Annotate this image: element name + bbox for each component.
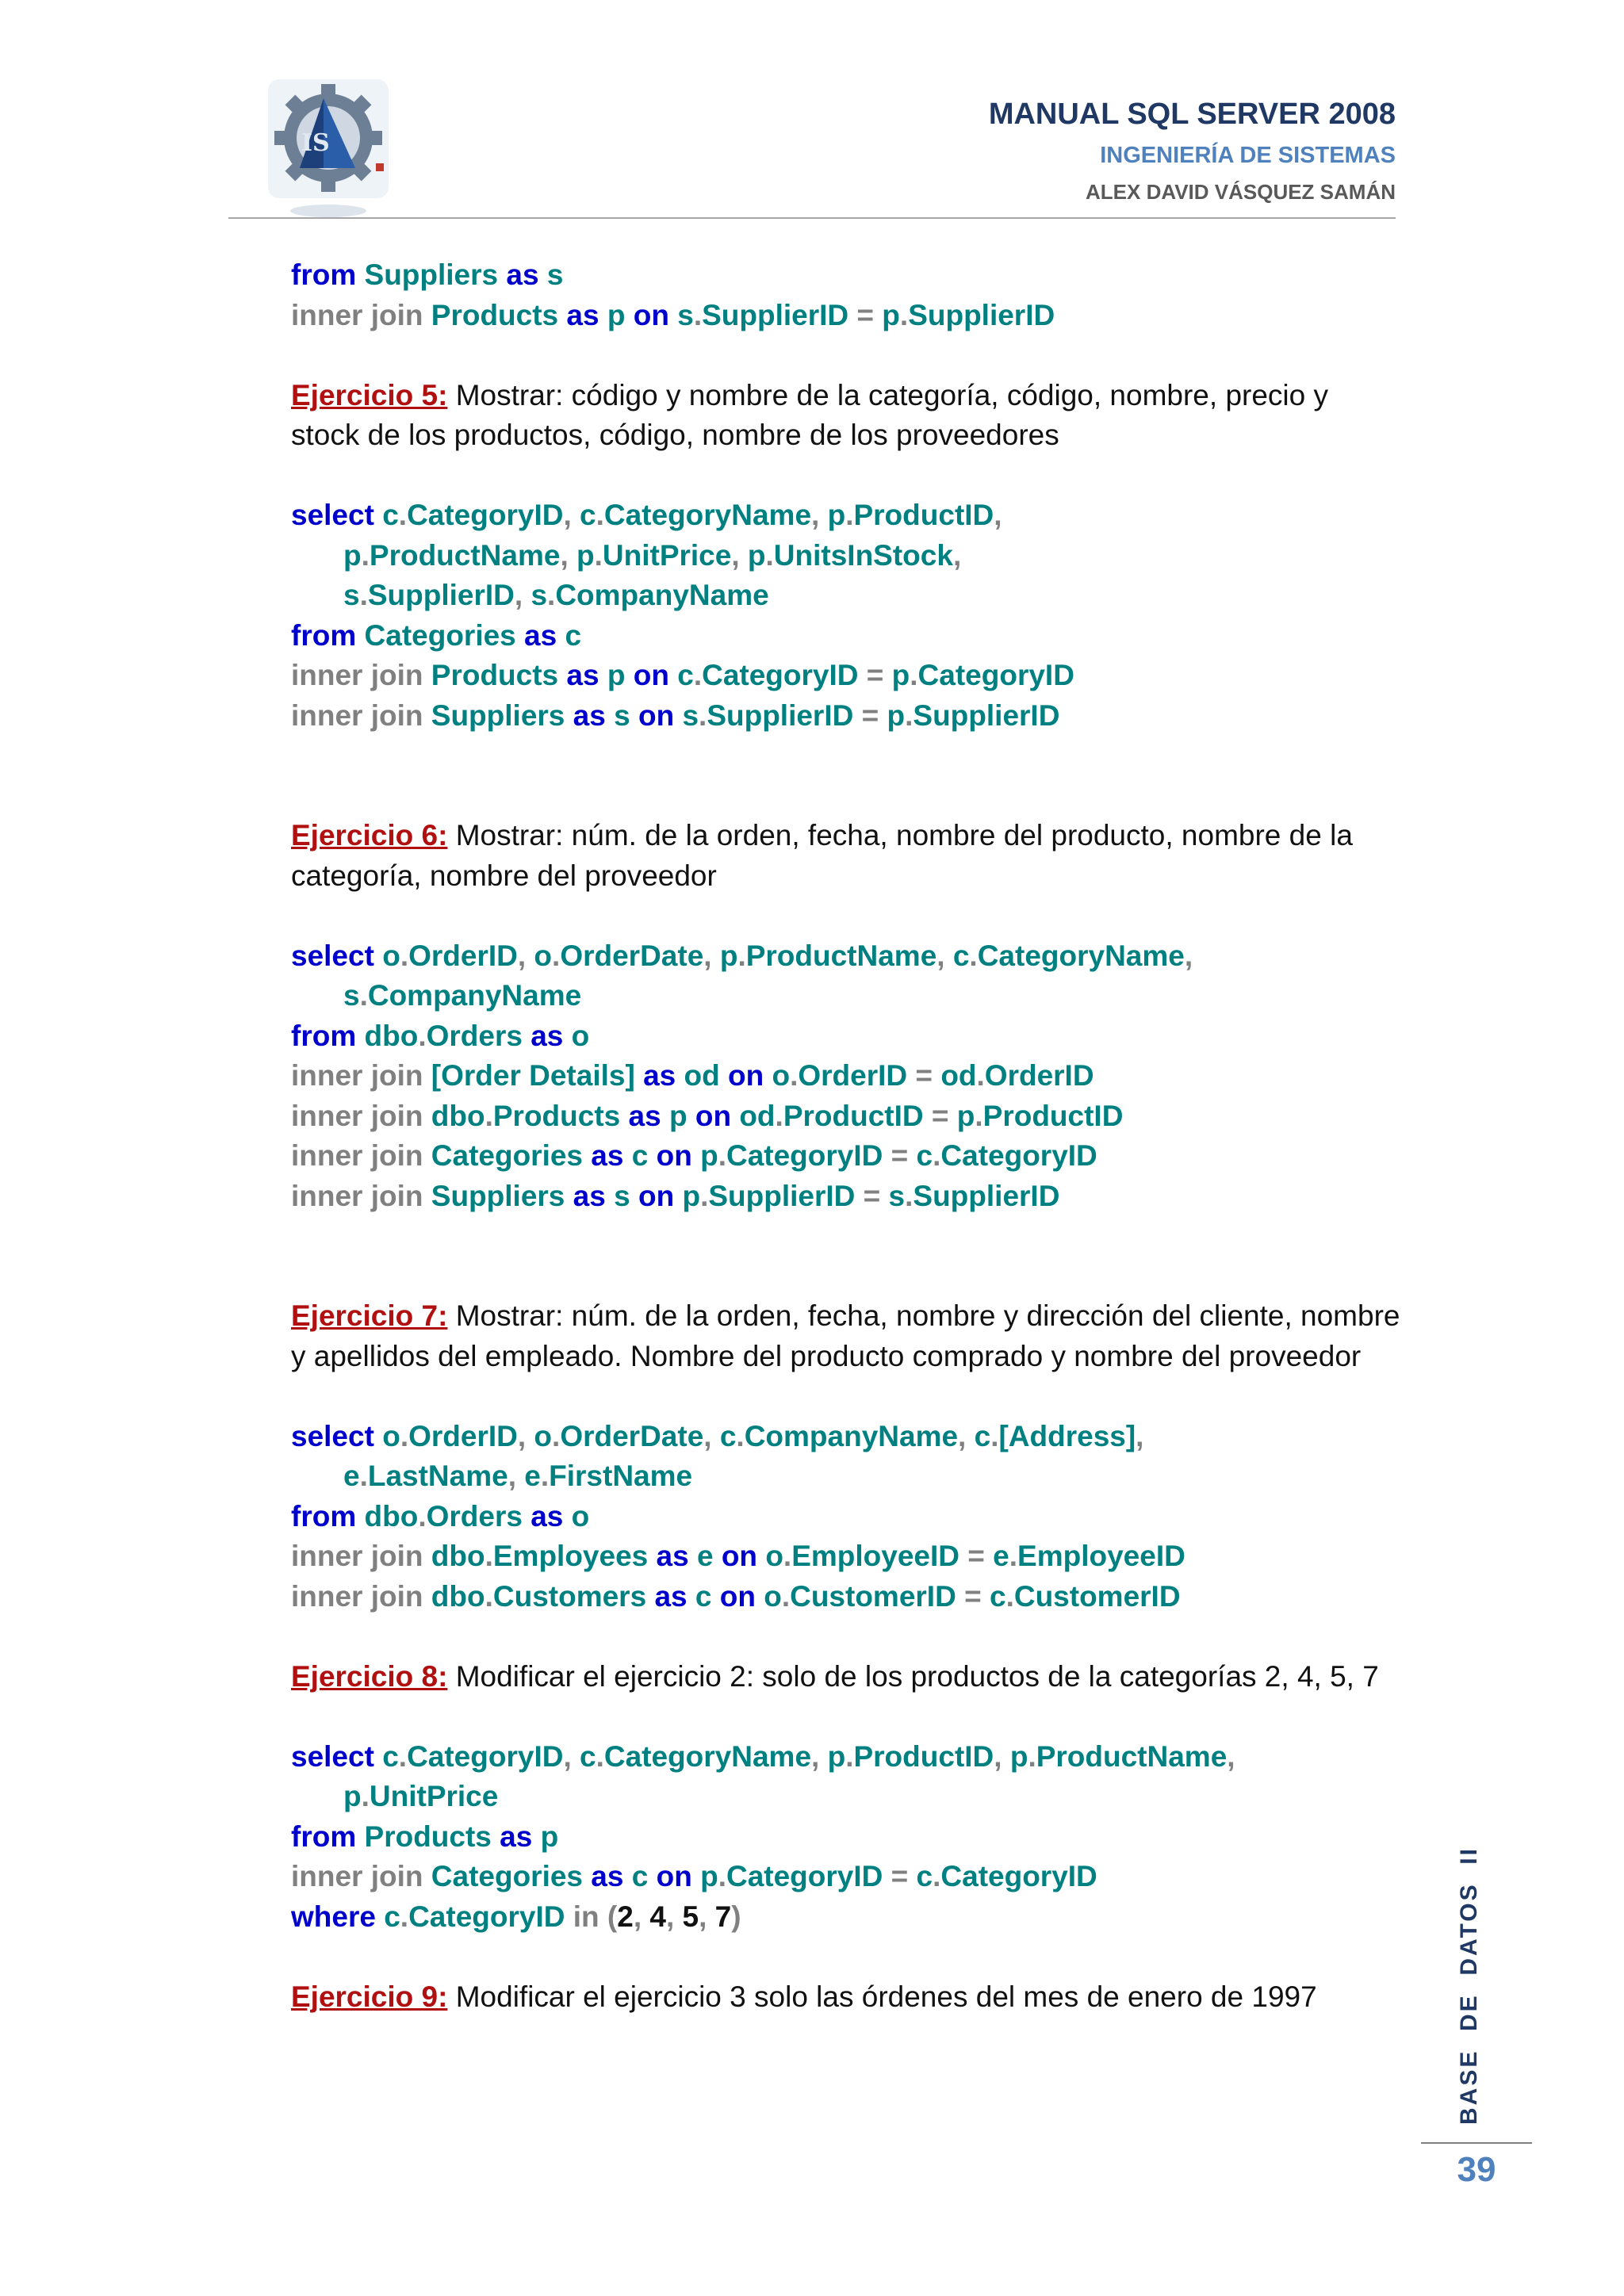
exercise-label: Ejercicio 7: <box>291 1299 448 1332</box>
code-line: select o.OrderID, o.OrderDate, c.CompanyName, c.[Address], <box>291 1419 1144 1452</box>
code-line: inner join Suppliers as s on p.SupplierID = s.SupplierID <box>291 1179 1060 1212</box>
code-line: select c.CategoryID, c.CategoryName, p.ProductID, <box>291 499 1002 531</box>
code-line: from Products as p <box>291 1820 559 1853</box>
page-number-divider <box>1421 2142 1532 2144</box>
page-number: 39 <box>1457 2150 1496 2189</box>
code-line: where c.CategoryID in (2, 4, 5, 7) <box>291 1900 741 1933</box>
exercise-statement <box>291 376 1401 456</box>
svg-text:IS: IS <box>301 129 330 157</box>
code-line: p.UnitPrice <box>343 1780 499 1812</box>
code-line: from Suppliers as s <box>291 258 564 291</box>
header-title: MANUAL SQL SERVER 2008 <box>988 98 1396 131</box>
page-content <box>291 255 1401 2017</box>
code-line: inner join Products as p on s.SupplierID = p.SupplierID <box>291 298 1055 331</box>
code-line: inner join [Order Details] as od on o.OrderID = od.OrderID <box>291 1059 1094 1092</box>
page-header <box>989 97 1396 206</box>
exercise-label: Ejercicio 5: <box>291 378 448 411</box>
exercise-text: Mostrar: núm. de la orden, fecha, nombre y dirección del cliente, nombre y apellidos del empleado. Nombre del producto comprado y nombre del proveedor <box>291 1299 1400 1372</box>
code-line: inner join Products as p on c.CategoryID = p.CategoryID <box>291 659 1074 691</box>
exercise-text: Mostrar: código y nombre de la categoría, código, nombre, precio y stock de los productos, código, nombre de los proveedores <box>291 378 1328 451</box>
exercise-statement <box>291 1296 1401 1376</box>
code-line: s.CompanyName <box>343 979 582 1012</box>
code-line: from dbo.Orders as o <box>291 1019 590 1052</box>
exercise-label: Ejercicio 9: <box>291 1980 448 2013</box>
code-line: inner join dbo.Employees as e on o.EmployeeID = e.EmployeeID <box>291 1540 1185 1572</box>
code-line: s.SupplierID, s.CompanyName <box>343 579 769 611</box>
code-line: inner join Suppliers as s on s.SupplierID = p.SupplierID <box>291 698 1060 732</box>
side-label: BASE DE DATOS II <box>1456 1846 1482 2125</box>
exercise-text: Modificar el ejercicio 2: solo de los productos de la categorías 2, 4, 5, 7 <box>447 1659 1379 1693</box>
code-line: e.LastName, e.FirstName <box>343 1460 693 1492</box>
code-line: from dbo.Orders as o <box>291 1499 590 1533</box>
exercise-text: Modificar el ejercicio 3 solo las órdenes del mes de enero de 1997 <box>447 1980 1317 2013</box>
header-author: ALEX DAVID VÁSQUEZ SAMÁN <box>1086 180 1396 204</box>
code-line: inner join dbo.Products as p on od.ProductID = p.ProductID <box>291 1099 1124 1132</box>
code-line: p.ProductName, p.UnitPrice, p.UnitsInStock, <box>343 538 962 572</box>
exercise-text: Mostrar: núm. de la orden, fecha, nombre del producto, nombre de la categoría, nombre del proveedor <box>291 819 1353 892</box>
exercise-label: Ejercicio 6: <box>291 819 448 851</box>
exercise-label: Ejercicio 8: <box>291 1659 448 1693</box>
header-divider <box>228 217 1396 219</box>
exercise-statement <box>291 1657 1401 1697</box>
exercise-statement <box>291 1977 1401 2018</box>
code-line: select c.CategoryID, c.CategoryName, p.ProductID, p.ProductName, <box>291 1739 1235 1773</box>
code-line: select o.OrderID, o.OrderDate, p.ProductName, c.CategoryName, <box>291 939 1193 972</box>
code-line: from Categories as c <box>291 618 582 652</box>
exercise-statement <box>291 816 1401 896</box>
code-line: inner join dbo.Customers as c on o.CustomerID = c.CustomerID <box>291 1579 1181 1613</box>
code-line: inner join Categories as c on p.CategoryID = c.CategoryID <box>291 1139 1097 1172</box>
institution-logo <box>265 76 392 222</box>
header-subtitle: INGENIERÍA DE SISTEMAS <box>1100 143 1396 168</box>
code-line: inner join Categories as c on p.CategoryID = c.CategoryID <box>291 1860 1097 1892</box>
